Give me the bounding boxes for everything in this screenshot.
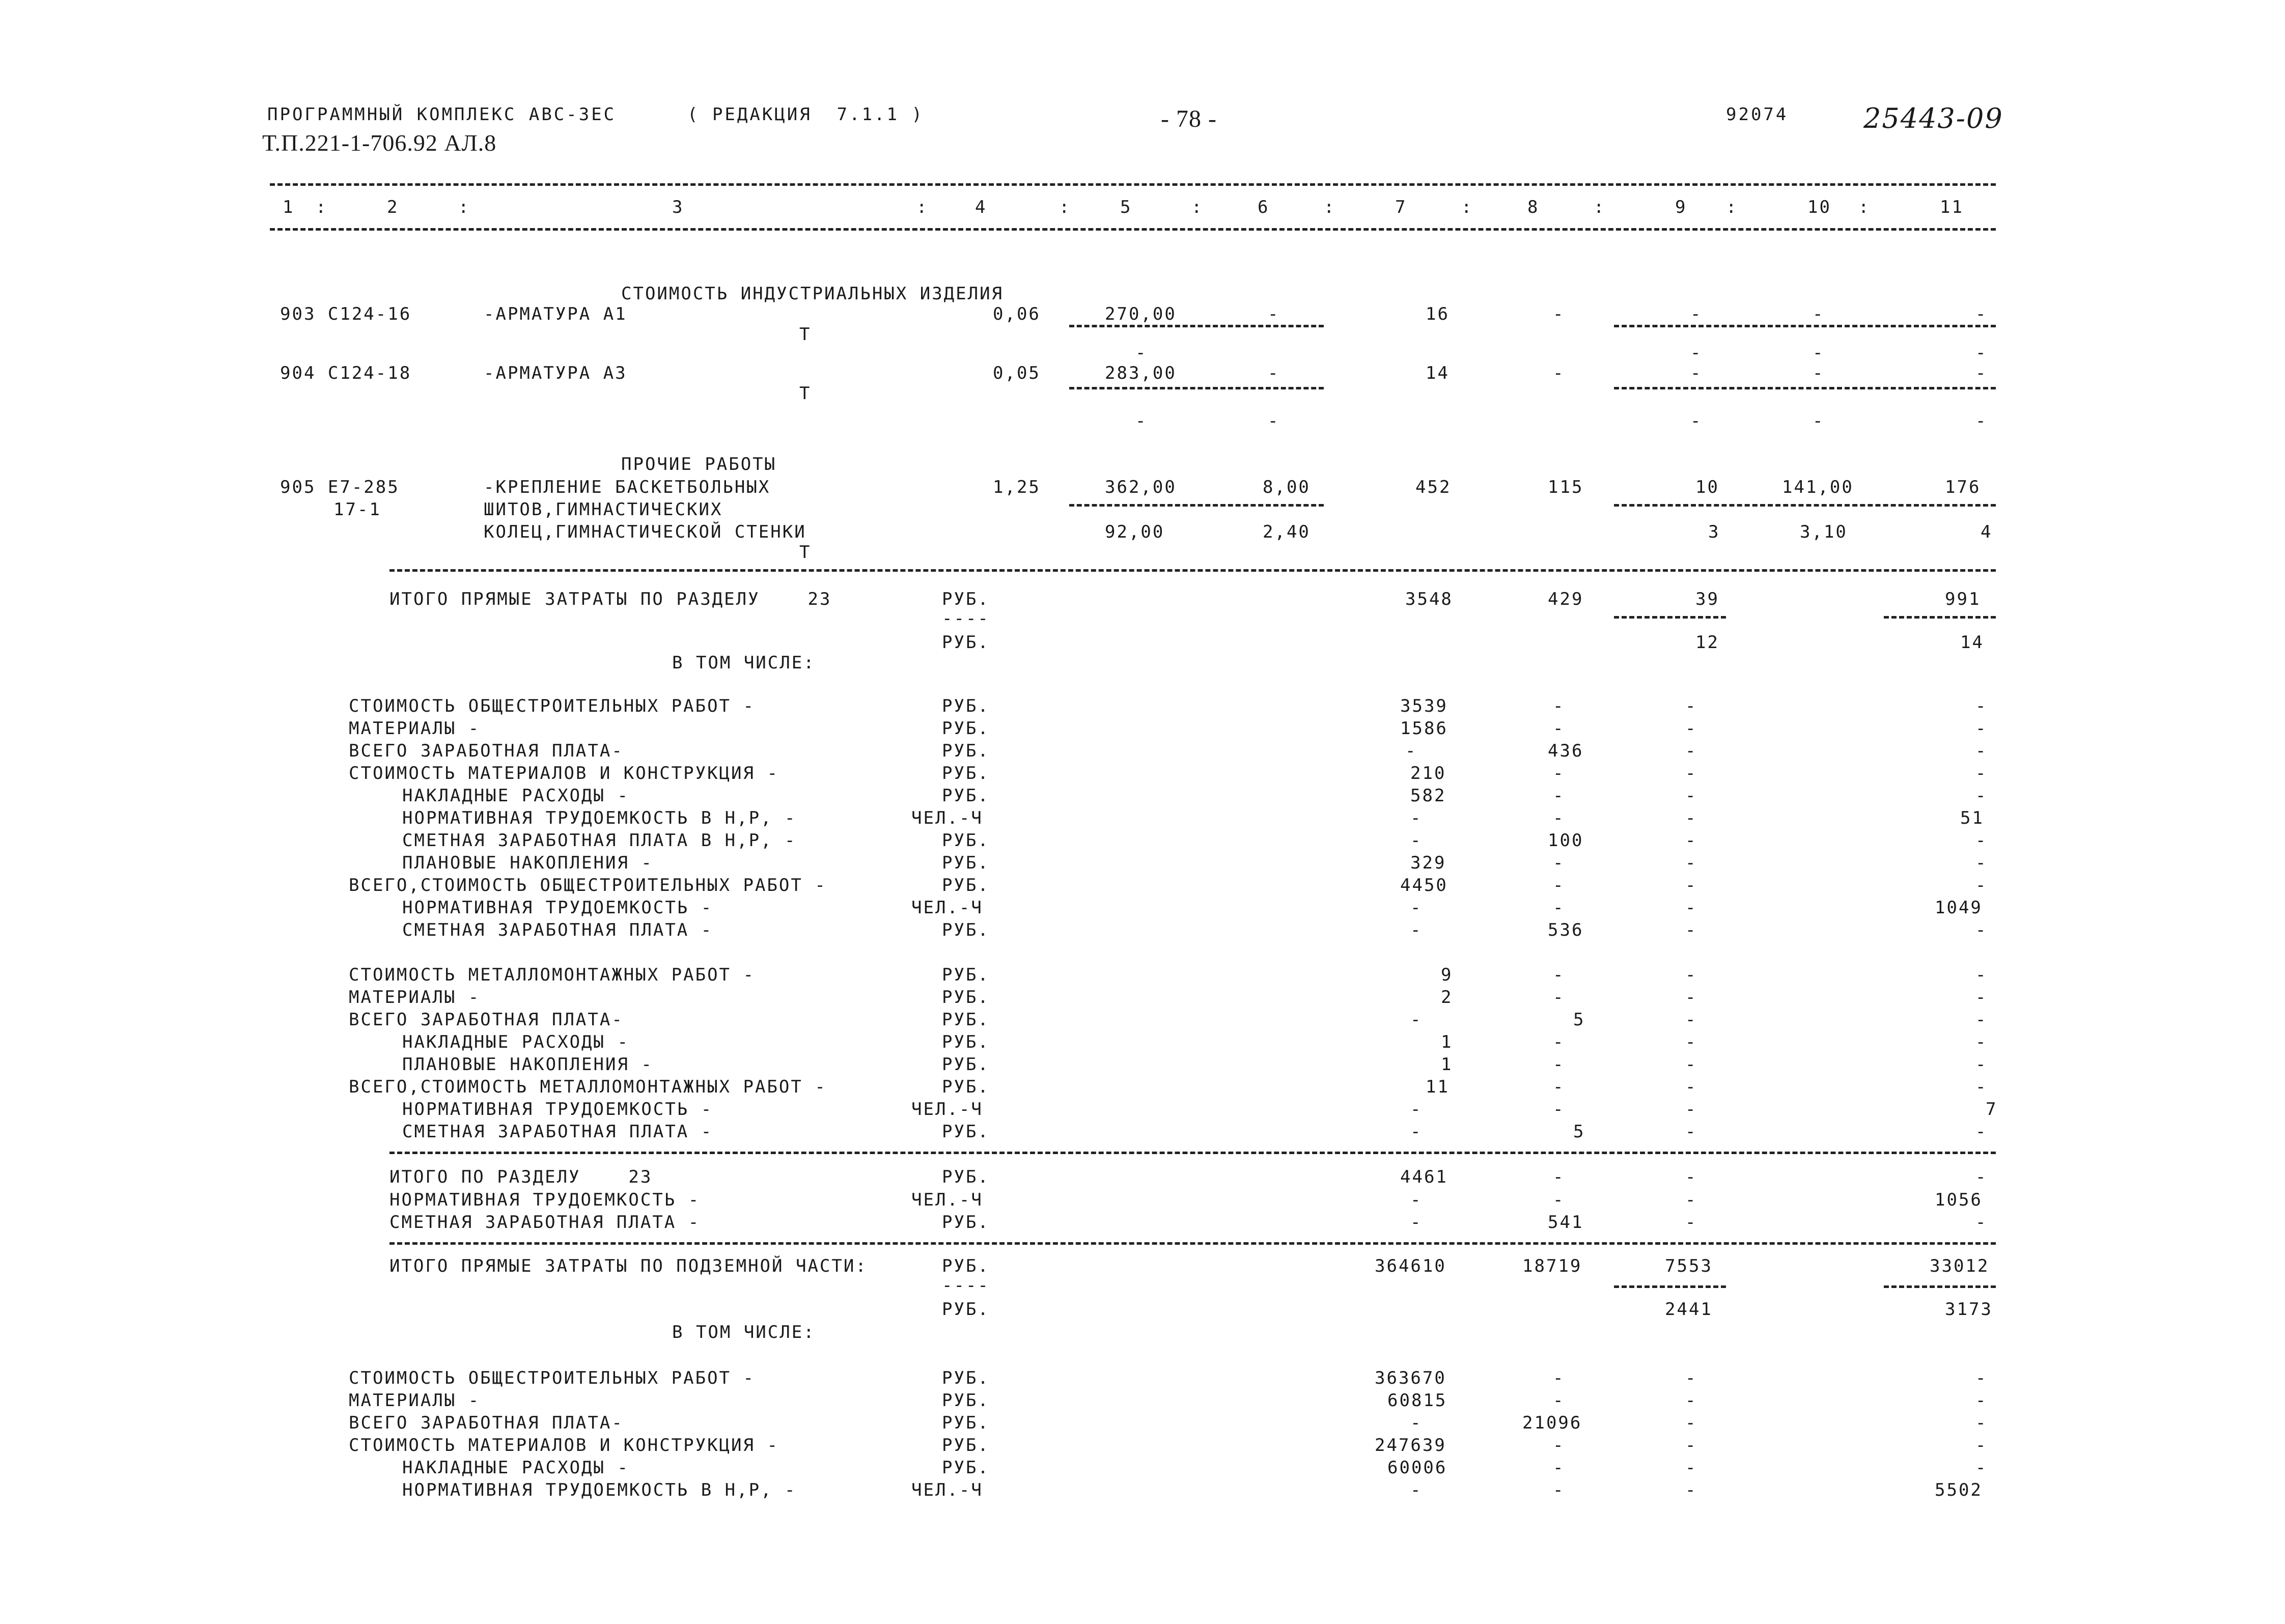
- table-cell: 4: [1981, 522, 1993, 542]
- table-cell: 363670: [1375, 1368, 1446, 1388]
- table-cell: -: [1975, 1010, 1988, 1030]
- table-cell: 536: [1548, 920, 1584, 940]
- table-cell: -: [1685, 786, 1697, 806]
- table-cell: -: [1410, 1212, 1423, 1233]
- table-cell: РУБ.: [942, 1413, 990, 1433]
- table-cell: ----: [942, 1275, 990, 1296]
- table-cell: 436: [1548, 741, 1584, 761]
- table-cell: -: [1553, 1390, 1565, 1411]
- table-cell: -: [1685, 1368, 1697, 1388]
- table-cell: -: [1975, 1054, 1988, 1075]
- table-cell: 0,06: [993, 304, 1041, 324]
- table-cell: -: [1685, 830, 1697, 851]
- table-cell: 3: [1708, 522, 1720, 542]
- table-cell: -: [1553, 1077, 1565, 1097]
- table-cell: 11: [1426, 1077, 1450, 1097]
- table-cell: -: [1975, 1390, 1988, 1411]
- table-cell: ЧЕЛ.-Ч: [911, 808, 983, 828]
- table-cell: МАТЕРИАЛЫ -: [349, 987, 481, 1007]
- table-cell: -: [1553, 1099, 1565, 1119]
- table-cell: ЧЕЛ.-Ч: [911, 898, 983, 918]
- table-cell: 21096: [1522, 1413, 1582, 1433]
- table-cell: -: [1975, 1435, 1988, 1455]
- table-cell: 2: [1441, 987, 1453, 1007]
- table-cell: МАТЕРИАЛЫ -: [349, 718, 481, 739]
- table-cell: 362,00: [1105, 477, 1177, 497]
- table-cell: -: [1975, 304, 1988, 324]
- table-cell: 92,00: [1105, 522, 1165, 542]
- table-cell: 1: [1441, 1032, 1453, 1052]
- table-cell: СМЕТНАЯ ЗАРАБОТНАЯ ПЛАТА В Н,Р, -: [402, 830, 797, 851]
- table-cell: -: [1553, 1368, 1565, 1388]
- table-cell: -: [1685, 898, 1697, 918]
- table-cell: 9: [1441, 965, 1453, 985]
- table-cell: 17-1: [333, 499, 381, 520]
- table-cell: -: [1975, 987, 1988, 1007]
- table-cell: 4450: [1400, 875, 1448, 895]
- column-separator: :: [458, 197, 470, 217]
- table-cell: -: [1410, 1099, 1423, 1119]
- table-cell: 39: [1695, 589, 1719, 609]
- table-cell: НОРМАТИВНАЯ ТРУДОЕМКОСТЬ -: [389, 1190, 701, 1210]
- table-cell: -: [1410, 1190, 1423, 1210]
- table-cell: РУБ.: [942, 1212, 990, 1233]
- table-cell: -КРЕПЛЕНИЕ БАСКЕТБОЛЬНЫХ: [484, 477, 771, 497]
- table-cell: СТОИМОСТЬ ОБЩЕСТРОИТЕЛЬНЫХ РАБОТ -: [349, 1368, 755, 1388]
- table-cell: В ТОМ ЧИСЛЕ:: [672, 1322, 816, 1342]
- table-cell: -: [1690, 363, 1703, 383]
- column-number-3: 3: [672, 197, 684, 217]
- table-cell: -: [1553, 1458, 1565, 1478]
- table-cell: -: [1685, 965, 1697, 985]
- table-cell: -: [1685, 1122, 1697, 1142]
- table-cell: ПЛАНОВЫЕ НАКОПЛЕНИЯ -: [402, 853, 653, 873]
- table-cell: 33012: [1930, 1256, 1990, 1276]
- column-separator: :: [1461, 197, 1473, 217]
- table-cell: ШИТОВ,ГИМНАСТИЧЕСКИХ: [484, 499, 723, 520]
- table-cell: 905 Е7-285: [280, 477, 400, 497]
- table-cell: -: [1975, 1458, 1988, 1478]
- table-cell: -: [1553, 763, 1565, 783]
- table-cell: -: [1685, 853, 1697, 873]
- table-cell: -: [1685, 1190, 1697, 1210]
- column-number-11: 11: [1940, 197, 1964, 217]
- table-cell: -: [1975, 1368, 1988, 1388]
- table-cell: -: [1553, 786, 1565, 806]
- table-cell: РУБ.: [942, 1435, 990, 1455]
- table-cell: -: [1553, 875, 1565, 895]
- sheet-number-handwritten: 25443-09: [1863, 102, 2003, 134]
- table-cell: -: [1975, 363, 1988, 383]
- table-cell: 4461: [1400, 1167, 1448, 1187]
- column-separator: :: [1059, 197, 1071, 217]
- table-cell: -: [1553, 987, 1565, 1007]
- table-cell: 16: [1426, 304, 1450, 324]
- table-cell: 270,00: [1105, 304, 1177, 324]
- table-cell: 60006: [1387, 1458, 1447, 1478]
- table-cell: -: [1975, 920, 1988, 940]
- table-cell: 14: [1960, 632, 1984, 653]
- table-cell: -: [1685, 808, 1697, 828]
- column-separator: :: [1858, 197, 1871, 217]
- table-cell: -: [1410, 808, 1423, 828]
- column-number-6: 6: [1258, 197, 1270, 217]
- table-cell: 8,00: [1263, 477, 1311, 497]
- table-cell: ИТОГО ПРЯМЫЕ ЗАТРАТЫ ПО РАЗДЕЛУ 23: [389, 589, 832, 609]
- table-cell: 1: [1441, 1054, 1453, 1075]
- table-cell: 7: [1986, 1099, 1998, 1119]
- table-cell: -: [1553, 1054, 1565, 1075]
- table-cell: ВСЕГО ЗАРАБОТНАЯ ПЛАТА-: [349, 1010, 624, 1030]
- table-cell: 3539: [1400, 696, 1448, 716]
- column-separator: :: [1594, 197, 1606, 217]
- table-cell: ПРОЧИЕ РАБОТЫ: [621, 454, 777, 474]
- table-cell: -: [1975, 1212, 1988, 1233]
- table-cell: -: [1553, 696, 1565, 716]
- table-cell: Т: [799, 383, 812, 404]
- table-cell: -: [1975, 1077, 1988, 1097]
- table-cell: -АРМАТУРА А3: [484, 363, 627, 383]
- table-cell: В ТОМ ЧИСЛЕ:: [672, 653, 816, 673]
- table-cell: 5: [1573, 1010, 1585, 1030]
- table-cell: 51: [1960, 808, 1984, 828]
- table-cell: -: [1975, 1413, 1988, 1433]
- table-cell: -: [1685, 1413, 1697, 1433]
- table-cell: -: [1553, 304, 1565, 324]
- table-cell: -: [1685, 987, 1697, 1007]
- table-cell: НАКЛАДНЫЕ РАСХОДЫ -: [402, 786, 629, 806]
- column-number-5: 5: [1120, 197, 1132, 217]
- table-cell: ВСЕГО,СТОИМОСТЬ ОБЩЕСТРОИТЕЛЬНЫХ РАБОТ -: [349, 875, 827, 895]
- table-cell: Т: [799, 542, 812, 563]
- table-cell: КОЛЕЦ,ГИМНАСТИЧЕСКОЙ СТЕНКИ: [484, 522, 806, 542]
- table-cell: -: [1685, 1032, 1697, 1052]
- table-cell: РУБ.: [942, 875, 990, 895]
- table-cell: -: [1268, 363, 1280, 383]
- table-cell: -: [1975, 1167, 1988, 1187]
- table-cell: -: [1975, 696, 1988, 716]
- table-cell: -: [1410, 1480, 1423, 1500]
- table-cell: 7553: [1665, 1256, 1713, 1276]
- table-cell: НОРМАТИВНАЯ ТРУДОЕМКОСТЬ В Н,Р, -: [402, 1480, 797, 1500]
- table-cell: -: [1685, 718, 1697, 739]
- table-cell: 2441: [1665, 1299, 1713, 1320]
- table-cell: -: [1268, 411, 1280, 431]
- table-cell: -: [1975, 1122, 1988, 1142]
- table-cell: -: [1410, 920, 1423, 940]
- table-cell: ИТОГО ПО РАЗДЕЛУ 23: [389, 1167, 653, 1187]
- table-cell: РУБ.: [942, 1077, 990, 1097]
- table-cell: -: [1690, 411, 1703, 431]
- table-cell: 5: [1573, 1122, 1585, 1142]
- table-cell: СТОИМОСТЬ МЕТАЛЛОМОНТАЖНЫХ РАБОТ -: [349, 965, 755, 985]
- table-cell: РУБ.: [942, 741, 990, 761]
- table-cell: -: [1975, 853, 1988, 873]
- table-cell: 1,25: [993, 477, 1041, 497]
- table-cell: РУБ.: [942, 718, 990, 739]
- table-cell: -: [1553, 363, 1565, 383]
- table-cell: -: [1685, 875, 1697, 895]
- table-cell: РУБ.: [942, 589, 990, 609]
- table-cell: -: [1553, 1167, 1565, 1187]
- table-cell: 141,00: [1782, 477, 1854, 497]
- table-cell: -: [1975, 830, 1988, 851]
- table-cell: -: [1553, 965, 1565, 985]
- table-cell: -: [1410, 1010, 1423, 1030]
- table-cell: РУБ.: [942, 1299, 990, 1320]
- table-cell: 3,10: [1800, 522, 1848, 542]
- table-cell: -: [1268, 304, 1280, 324]
- table-cell: 991: [1945, 589, 1981, 609]
- table-cell: 541: [1548, 1212, 1584, 1233]
- program-name: ПРОГРАММНЫЙ КОМПЛЕКС АВС-3ЕС: [267, 104, 617, 125]
- table-cell: СМЕТНАЯ ЗАРАБОТНАЯ ПЛАТА -: [389, 1212, 701, 1233]
- table-cell: -: [1975, 786, 1988, 806]
- table-cell: ВСЕГО ЗАРАБОТНАЯ ПЛАТА-: [349, 741, 624, 761]
- table-cell: -: [1685, 1167, 1697, 1187]
- table-cell: 100: [1548, 830, 1584, 851]
- table-cell: -: [1975, 1032, 1988, 1052]
- table-cell: РУБ.: [942, 830, 990, 851]
- table-cell: -: [1685, 1010, 1697, 1030]
- column-number-7: 7: [1395, 197, 1407, 217]
- table-cell: -: [1813, 343, 1825, 363]
- table-cell: 1049: [1935, 898, 1983, 918]
- table-cell: -: [1553, 1032, 1565, 1052]
- table-cell: 210: [1410, 763, 1446, 783]
- table-cell: РУБ.: [942, 853, 990, 873]
- table-cell: ----: [942, 608, 990, 629]
- table-cell: РУБ.: [942, 1458, 990, 1478]
- table-cell: 904 С124-18: [280, 363, 412, 383]
- table-cell: НОРМАТИВНАЯ ТРУДОЕМКОСТЬ -: [402, 1099, 713, 1119]
- table-cell: -: [1553, 853, 1565, 873]
- table-cell: РУБ.: [942, 696, 990, 716]
- table-cell: -: [1813, 411, 1825, 431]
- table-cell: 2,40: [1263, 522, 1311, 542]
- table-cell: СТОИМОСТЬ МАТЕРИАЛОВ И КОНСТРУКЦИЯ -: [349, 1435, 779, 1455]
- table-cell: -: [1685, 1212, 1697, 1233]
- table-cell: РУБ.: [942, 1032, 990, 1052]
- table-cell: -: [1685, 1480, 1697, 1500]
- table-cell: -: [1410, 1413, 1423, 1433]
- table-cell: РУБ.: [942, 1390, 990, 1411]
- table-cell: -: [1690, 343, 1703, 363]
- table-cell: -: [1553, 718, 1565, 739]
- table-cell: -: [1410, 830, 1423, 851]
- table-cell: 364610: [1375, 1256, 1446, 1276]
- table-cell: -: [1975, 411, 1988, 431]
- table-cell: ВСЕГО,СТОИМОСТЬ МЕТАЛЛОМОНТАЖНЫХ РАБОТ -: [349, 1077, 827, 1097]
- column-number-10: 10: [1807, 197, 1831, 217]
- table-cell: 429: [1548, 589, 1584, 609]
- table-cell: 903 С124-16: [280, 304, 412, 324]
- table-cell: 0,05: [993, 363, 1041, 383]
- edition-label: ( РЕДАКЦИЯ 7.1.1 ): [687, 104, 924, 125]
- table-cell: 10: [1695, 477, 1719, 497]
- column-number-8: 8: [1527, 197, 1540, 217]
- table-cell: -: [1405, 741, 1417, 761]
- table-cell: -: [1553, 1435, 1565, 1455]
- table-cell: -: [1135, 343, 1148, 363]
- table-cell: СТОИМОСТЬ ОБЩЕСТРОИТЕЛЬНЫХ РАБОТ -: [349, 696, 755, 716]
- table-cell: РУБ.: [942, 786, 990, 806]
- column-separator: :: [1191, 197, 1204, 217]
- table-cell: РУБ.: [942, 1010, 990, 1030]
- table-cell: РУБ.: [942, 1256, 990, 1276]
- table-cell: 3173: [1945, 1299, 1993, 1320]
- table-cell: -: [1553, 898, 1565, 918]
- table-cell: РУБ.: [942, 965, 990, 985]
- table-cell: -: [1685, 1099, 1697, 1119]
- table-cell: ВСЕГО ЗАРАБОТНАЯ ПЛАТА-: [349, 1413, 624, 1433]
- table-cell: ЧЕЛ.-Ч: [911, 1190, 983, 1210]
- table-cell: 582: [1410, 786, 1446, 806]
- table-cell: НОРМАТИВНАЯ ТРУДОЕМКОСТЬ -: [402, 898, 713, 918]
- column-separator: :: [1726, 197, 1738, 217]
- table-cell: -: [1975, 965, 1988, 985]
- table-cell: Т: [799, 324, 812, 345]
- column-separator: :: [916, 197, 929, 217]
- table-cell: СМЕТНАЯ ЗАРАБОТНАЯ ПЛАТА -: [402, 1122, 713, 1142]
- table-cell: -: [1685, 1054, 1697, 1075]
- table-cell: 18719: [1522, 1256, 1582, 1276]
- page-number: - 78 -: [1161, 105, 1217, 132]
- document-id: Т.П.221-1-706.92 АЛ.8: [262, 130, 497, 156]
- table-cell: -: [1685, 696, 1697, 716]
- table-cell: -: [1685, 1435, 1697, 1455]
- table-cell: -: [1685, 1390, 1697, 1411]
- column-separator: :: [316, 197, 328, 217]
- table-cell: 3548: [1405, 589, 1453, 609]
- table-cell: 60815: [1387, 1390, 1447, 1411]
- table-cell: 5502: [1935, 1480, 1983, 1500]
- table-cell: 247639: [1375, 1435, 1446, 1455]
- table-cell: 12: [1695, 632, 1719, 653]
- table-cell: РУБ.: [942, 632, 990, 653]
- column-number-9: 9: [1675, 197, 1687, 217]
- table-cell: СТОИМОСТЬ ИНДУСТРИАЛЬНЫХ ИЗДЕЛИЯ: [621, 284, 1004, 304]
- table-cell: -: [1135, 411, 1148, 431]
- table-cell: 329: [1410, 853, 1446, 873]
- table-cell: -: [1685, 1077, 1697, 1097]
- table-cell: 14: [1426, 363, 1450, 383]
- table-cell: 115: [1548, 477, 1584, 497]
- table-cell: РУБ.: [942, 1122, 990, 1142]
- table-cell: -АРМАТУРА А1: [484, 304, 627, 324]
- table-cell: -: [1975, 718, 1988, 739]
- table-cell: -: [1975, 741, 1988, 761]
- table-cell: ЧЕЛ.-Ч: [911, 1099, 983, 1119]
- table-cell: 452: [1415, 477, 1452, 497]
- table-cell: -: [1685, 763, 1697, 783]
- table-cell: -: [1410, 1122, 1423, 1142]
- table-cell: РУБ.: [942, 920, 990, 940]
- table-cell: -: [1690, 304, 1703, 324]
- table-cell: РУБ.: [942, 1054, 990, 1075]
- table-cell: -: [1813, 304, 1825, 324]
- table-cell: ЧЕЛ.-Ч: [911, 1480, 983, 1500]
- table-cell: -: [1685, 1458, 1697, 1478]
- table-cell: -: [1685, 920, 1697, 940]
- table-cell: РУБ.: [942, 1368, 990, 1388]
- column-number-4: 4: [975, 197, 987, 217]
- table-cell: -: [1685, 741, 1697, 761]
- table-cell: -: [1410, 898, 1423, 918]
- table-cell: 1056: [1935, 1190, 1983, 1210]
- column-separator: :: [1324, 197, 1336, 217]
- table-cell: ИТОГО ПРЯМЫЕ ЗАТРАТЫ ПО ПОДЗЕМНОЙ ЧАСТИ:: [389, 1256, 868, 1276]
- table-cell: 1586: [1400, 718, 1448, 739]
- table-cell: НАКЛАДНЫЕ РАСХОДЫ -: [402, 1458, 629, 1478]
- table-cell: -: [1553, 1190, 1565, 1210]
- table-cell: ПЛАНОВЫЕ НАКОПЛЕНИЯ -: [402, 1054, 653, 1075]
- column-number-2: 2: [387, 197, 399, 217]
- table-cell: -: [1553, 808, 1565, 828]
- table-cell: РУБ.: [942, 987, 990, 1007]
- code-number: 92074: [1726, 104, 1789, 125]
- table-cell: -: [1975, 763, 1988, 783]
- table-cell: МАТЕРИАЛЫ -: [349, 1390, 481, 1411]
- table-cell: -: [1975, 343, 1988, 363]
- table-cell: -: [1813, 363, 1825, 383]
- column-number-1: 1: [283, 197, 295, 217]
- table-cell: РУБ.: [942, 1167, 990, 1187]
- table-cell: 283,00: [1105, 363, 1177, 383]
- table-cell: СМЕТНАЯ ЗАРАБОТНАЯ ПЛАТА -: [402, 920, 713, 940]
- table-cell: НАКЛАДНЫЕ РАСХОДЫ -: [402, 1032, 629, 1052]
- table-cell: СТОИМОСТЬ МАТЕРИАЛОВ И КОНСТРУКЦИЯ -: [349, 763, 779, 783]
- table-cell: 176: [1945, 477, 1981, 497]
- table-cell: РУБ.: [942, 763, 990, 783]
- table-cell: -: [1975, 875, 1988, 895]
- table-cell: НОРМАТИВНАЯ ТРУДОЕМКОСТЬ В Н,Р, -: [402, 808, 797, 828]
- table-cell: -: [1553, 1480, 1565, 1500]
